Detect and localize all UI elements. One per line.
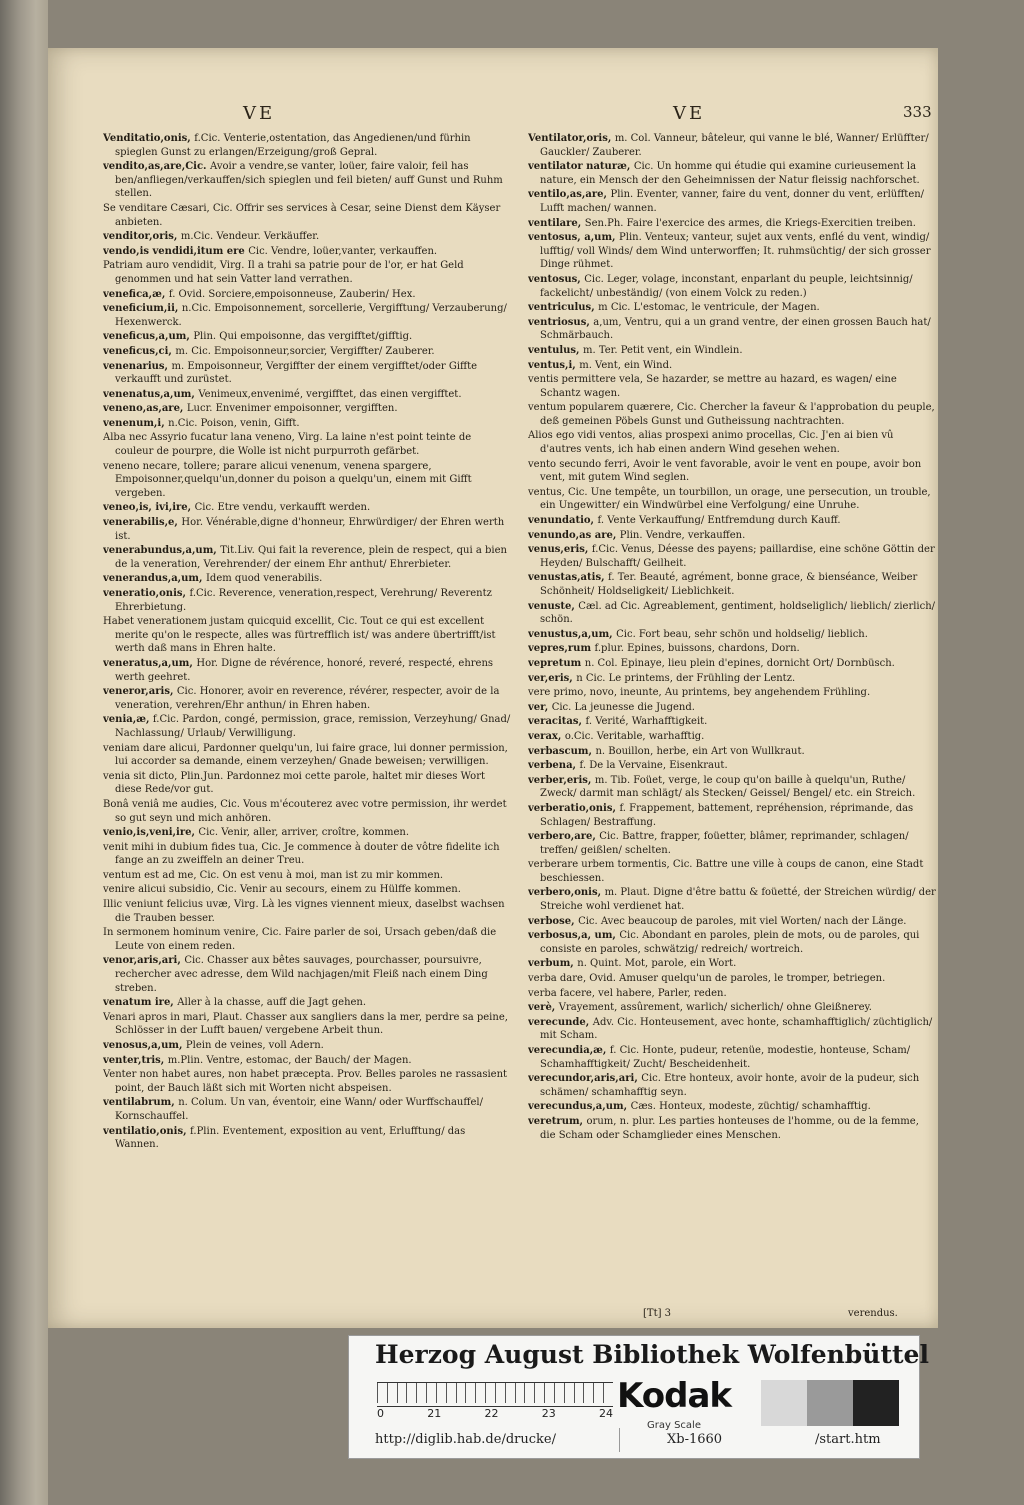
dictionary-entry [528, 745, 936, 759]
dictionary-entry [103, 869, 511, 883]
dictionary-entry [528, 188, 936, 215]
entry-definition: n Cic. Le printems, der Frühling der Lentz. [576, 672, 796, 684]
dictionary-entry [528, 972, 936, 986]
entry-definition: f. De la Vervaine, Eisenkraut. [579, 760, 728, 772]
entry-definition: ventum popularem quærere, Cic. Chercher la faveur & l'approbation du peuple, deß gemeinen Pöbels Gunst und Gutheissung nachtrachten. [528, 402, 935, 427]
entry-headword: verè, [528, 1002, 559, 1014]
ruler-number: 24 [599, 1407, 613, 1420]
dictionary-entry [103, 657, 511, 684]
ruler-number: 0 [377, 1407, 384, 1420]
entry-headword: ventosus, [528, 273, 585, 285]
page-number: 333 [903, 103, 932, 121]
ruler-ticks [377, 1382, 613, 1403]
entry-headword: veneficus,a,um, [103, 331, 194, 343]
entry-headword: venor,aris,ari, [103, 955, 185, 967]
entry-definition: f.plur. Epines, buissons, chardons, Dorn. [594, 643, 800, 655]
signature-mark: [Tt] 3 [643, 1308, 672, 1319]
dictionary-entry [528, 1001, 936, 1015]
entry-definition: Cic. Battre, frapper, foüetter, blâmer, reprimander, schlagen/ treffen/ geißlen/ schelten. [540, 831, 909, 856]
dictionary-entry [103, 898, 511, 925]
entry-headword: veretrum, [528, 1115, 587, 1127]
entry-headword: venenarius, [103, 360, 172, 372]
entry-headword: verecundia,æ, [528, 1045, 610, 1056]
dictionary-entry [103, 501, 511, 515]
gray-scale-label: Gray Scale [647, 1420, 701, 1431]
entry-definition: m. Plaut. Digne d'être battu & foüetté, der Streichen würdig/ der Streiche wohl verdienet hat. [540, 887, 936, 913]
entry-headword: verecundor,aris,ari, [528, 1073, 642, 1085]
url-suffix: /start.htm [815, 1432, 881, 1447]
dictionary-entry [103, 388, 511, 402]
entry-definition: Habet venerationem justam quicquid excellit, Cic. Tout ce qui est excellent merite qu'on le respecte, alles was fürtrefflich ist/ was andere übertrifft/ist werth daß mans in Ehren halte. [103, 616, 496, 655]
entry-headword: venditor,oris, [103, 231, 181, 243]
entry-definition: Cic. Vendre, loüer,vanter, verkauffen. [248, 245, 438, 257]
dictionary-entry [528, 359, 936, 373]
gray-scale-swatches [761, 1380, 899, 1426]
entry-headword: veneficus,ci, [103, 345, 176, 357]
entry-definition: vere primo, novo, ineunte, Au printems, bey angehendem Frühling. [528, 687, 871, 699]
entry-headword: veneficium,ii, [103, 303, 182, 315]
book-page [48, 48, 938, 1328]
dictionary-entry [528, 759, 936, 773]
entry-definition: f. Frappement, battement, repréhension, réprimande, das Schlagen/ Bestraffung. [540, 802, 914, 828]
entry-definition: Plin. Qui empoisonne, das vergifftet/gifftig. [193, 331, 413, 343]
dictionary-entry [528, 543, 936, 570]
entry-definition: n. Col. Epinaye, lieu plein d'epines, dornicht Ort/ Dornbüsch. [584, 657, 895, 669]
entry-definition: verberare urbem tormentis, Cic. Battre une ville à coups de canon, eine Stadt beschiessen. [528, 859, 924, 884]
entry-headword: veneratus,a,um, [103, 657, 197, 669]
gray-swatch [807, 1380, 853, 1426]
entry-definition: Cic. Un homme qui étudie qui examine curieusement la nature, ein Mensch der den Geheimnissen der Natur fleissig nachforschet. [540, 161, 920, 186]
dictionary-entry [528, 915, 936, 929]
entry-definition: a,um, Ventru, qui a un grand ventre, der einen grossen Bauch hat/ Schmärbauch. [540, 316, 931, 342]
entry-definition: Sen.Ph. Faire l'exercice des armes, die Kriegs-Exercitien treiben. [584, 217, 916, 229]
entry-definition: Venter non habet aures, non habet præcepta. Prov. Belles paroles ne rassasient point, der Bauch läßt sich mit Worten nicht abspeisen. [103, 1069, 508, 1094]
entry-definition: ventis permittere vela, Se hazarder, se mettre au hazard, es wagen/ eine Schantz wagen. [528, 374, 897, 399]
entry-headword: verbum, [528, 958, 578, 970]
dictionary-entry [528, 929, 936, 956]
entry-headword: ver,eris, [528, 672, 577, 684]
entry-definition: m. Tib. Foüet, verge, le coup qu'on baille à quelqu'un, Ruthe/ Zweck/ darmit man schlägt/ als Stecken/ Geissel/ Bengel/ etc. ein Streich. [540, 774, 916, 800]
dictionary-entry [528, 301, 936, 315]
dictionary-entry [103, 954, 511, 995]
dictionary-entry [528, 273, 936, 300]
dictionary-entry [103, 230, 511, 244]
entry-definition: Vrayement, assûrement, warlich/ sicherlich/ ohne Gleißnerey. [558, 1002, 872, 1014]
entry-definition: orum, n. plur. Les parties honteuses de l'homme, ou de la femme, die Scham oder Schamglieder eines Menschen. [540, 1115, 919, 1141]
dictionary-entry [103, 345, 511, 359]
entry-definition: f. Ovid. Sorciere,empoisonneuse, Zauberin/ Hex. [168, 288, 416, 300]
entry-definition: Avoir a vendre,se vanter, loüer, faire valoir, feil has ben/anfliegen/verkauffen/sich spieglen und feil bieten/ auff Gunst und Ruhm stellen. [115, 161, 503, 200]
dictionary-entry [103, 288, 511, 302]
dictionary-entry [528, 373, 936, 400]
dictionary-entry [528, 486, 936, 513]
ruler-number: 21 [427, 1407, 442, 1420]
entry-definition: Adv. Cic. Honteusement, avec honte, schamhafftiglich/ züchtiglich/ mit Scham. [540, 1016, 933, 1042]
ruler-number: 22 [484, 1407, 499, 1420]
dictionary-entry [103, 798, 511, 825]
entry-headword: venustas,atis, [528, 572, 609, 584]
entry-headword: verecunde, [528, 1016, 593, 1028]
entry-definition: Cæs. Honteux, modeste, züchtig/ schamhafftig. [630, 1101, 871, 1113]
dictionary-entry [103, 1054, 511, 1068]
entry-definition: veniam dare alicui, Pardonner quelqu'un, lui faire grace, lui donner permission, lui accorder sa demande, einem verzeyhen/ Gnade beweisen; verwilligen. [103, 742, 508, 768]
dictionary-entry [103, 1096, 511, 1123]
entry-headword: vendo,is vendidi,itum ere [103, 245, 249, 257]
dictionary-entry [528, 1044, 936, 1071]
dictionary-entry [103, 1039, 511, 1053]
entry-headword: venus,eris, [528, 544, 592, 556]
dictionary-entry [528, 132, 936, 159]
running-header-left: VE [243, 103, 276, 124]
entry-headword: venatum ire, [103, 997, 178, 1009]
entry-headword: verbose, [528, 915, 579, 927]
dictionary-entry [528, 987, 936, 1001]
entry-definition: verba facere, vel habere, Parler, reden. [528, 987, 727, 999]
dictionary-entry [103, 330, 511, 344]
entry-headword: verbosus,a, um, [528, 930, 620, 942]
catchword: verendus. [848, 1308, 898, 1319]
library-url: http://diglib.hab.de/drucke/ [375, 1432, 556, 1447]
entry-definition: venit mihi in dubium fides tua, Cic. Je commence à douter de vôtre fidelite ich fange an zu zweiffeln an deiner Treu. [103, 841, 500, 867]
dictionary-entry [528, 802, 936, 829]
entry-headword: venundo,as are, [528, 529, 620, 541]
book-binding-edge [0, 0, 48, 1505]
dictionary-entry [103, 202, 511, 229]
dictionary-entry [528, 571, 936, 598]
dictionary-entry [103, 431, 511, 458]
dictionary-entry [528, 957, 936, 971]
entry-headword: vepres,rum [528, 643, 595, 655]
entry-definition: n. Quint. Mot, parole, ein Wort. [577, 958, 737, 970]
entry-definition: veneno necare, tollere; parare alicui venenum, venena spargere, Empoisonner,quelqu'un,donner du poison a quelqu'un, einem mit Gifft vergeben. [103, 460, 472, 499]
dictionary-entry [103, 402, 511, 416]
dictionary-entry [528, 231, 936, 272]
dictionary-entry [528, 401, 936, 428]
entry-definition: n.Cic. Poison, venin, Gifft. [168, 417, 300, 429]
entry-definition: Plin. Venteux; vanteur, sujet aux vents, enflé du vent, windig/ lufftig/ voll Winds/ dem Wind unterworffen; It. ruhmsüchtig/ der sich grosser Dinge rühmet. [540, 232, 931, 271]
dictionary-entry [528, 701, 936, 715]
dictionary-entry [103, 826, 511, 840]
entry-definition: Alba nec Assyrio fucatur lana veneno, Virg. La laine n'est point teinte de couleur de pourpre, die Wolle ist nicht purpurroth gefärbet. [103, 432, 472, 458]
entry-definition: Idem quod venerabilis. [205, 573, 323, 585]
entry-headword: Ventilator,oris, [528, 133, 615, 144]
entry-headword: ventulus, [528, 344, 583, 356]
dictionary-entry [528, 886, 936, 913]
entry-definition: verba dare, Ovid. Amuser quelqu'un de paroles, le tromper, betriegen. [528, 973, 886, 985]
entry-headword: veneratio,onis, [103, 588, 190, 599]
entry-definition: f.Cic. Pardon, congé, permission, grace, remission, Verzeyhung/ Gnad/ Nachlassung/ Urlaub/ Verwilligung. [115, 714, 511, 739]
dictionary-entry [103, 841, 511, 868]
entry-definition: m. Empoisonneur, Vergiffter der einem vergifftet/oder Giffte verkaufft und zurüstet. [115, 360, 478, 386]
entry-definition: m. Col. Vanneur, bâteleur, qui vanne le blé, Wanner/ Erlüffter/ Gauckler/ Zauberer. [540, 133, 929, 158]
dictionary-entry [528, 686, 936, 700]
entry-definition: f. Cic. Honte, pudeur, retenüe, modestie, honteuse, Scham/ Schamhafftigkeit/ Zucht/ Bescheidenheit. [540, 1045, 911, 1070]
dictionary-entry [103, 245, 511, 259]
entry-definition: Venari apros in mari, Plaut. Chasser aux sangliers dans la mer, perdre sa peine, Schlösser in der Lufft bauen/ vergebene Arbeit thun. [103, 1011, 508, 1037]
gray-swatch [853, 1380, 899, 1426]
entry-definition: Cic. Venir, aller, arriver, croître, kommen. [198, 827, 410, 839]
dictionary-entry [103, 926, 511, 953]
dictionary-entry [103, 516, 511, 543]
entry-definition: Cic. Etre vendu, verkaufft werden. [194, 502, 371, 514]
dictionary-entry [103, 302, 511, 329]
dictionary-entry [103, 770, 511, 797]
dictionary-column-left [103, 132, 511, 1312]
entry-definition: Hor. Digne de révérence, honoré, reveré, respecté, ehrens werth geehret. [115, 657, 494, 683]
entry-definition: venia sit dicto, Plin.Jun. Pardonnez moi cette parole, haltet mir dieses Wort diese Rede/vor gut. [103, 770, 485, 796]
dictionary-entry [103, 685, 511, 712]
dictionary-entry [528, 858, 936, 885]
entry-headword: veneo,is, ivi,ire, [103, 502, 195, 514]
dictionary-entry [528, 600, 936, 627]
entry-headword: veneror,aris, [103, 686, 177, 698]
dictionary-entry [528, 160, 936, 187]
dictionary-entry [103, 883, 511, 897]
entry-definition: f. Verité, Warhafftigkeit. [585, 716, 708, 728]
dictionary-entry [103, 1068, 511, 1095]
entry-definition: vento secundo ferri, Avoir le vent favorable, avoir le vent en poupe, avoir bon vent, mit gutem Wind seglen. [528, 458, 922, 484]
dictionary-entry [528, 657, 936, 671]
entry-headword: veneno,as,are, [103, 403, 187, 415]
entry-definition: o.Cic. Veritable, warhafftig. [564, 730, 705, 742]
dictionary-entry [528, 429, 936, 456]
entry-definition: Lucr. Envenimer empoisonner, vergifften. [186, 403, 398, 415]
entry-definition: m. Ter. Petit vent, ein Windlein. [583, 344, 743, 356]
dictionary-entry [103, 160, 511, 201]
dictionary-entry [528, 529, 936, 543]
dictionary-entry [528, 1100, 936, 1114]
dictionary-entry [103, 259, 511, 286]
dictionary-entry [528, 1016, 936, 1043]
entry-headword: venustus,a,um, [528, 628, 617, 640]
entry-definition: f.Cic. Venus, Déesse des payens; paillardise, eine schöne Göttin der Heyden/ Bulschafft/ Geilheit. [540, 544, 935, 569]
entry-headword: verberatio,onis, [528, 802, 620, 814]
entry-definition: Plin. Vendre, verkauffen. [619, 529, 746, 541]
dictionary-entry [103, 996, 511, 1010]
dictionary-entry [103, 1011, 511, 1038]
dictionary-entry [528, 344, 936, 358]
entry-definition: Se venditare Cæsari, Cic. Offrir ses services à Cesar, seine Dienst dem Käyser anbieten. [103, 202, 501, 228]
entry-definition: f.Plin. Eventement, exposition au vent, Erlufftung/ das Wannen. [115, 1125, 466, 1151]
entry-headword: venio,is,veni,ire, [103, 827, 199, 839]
entry-headword: verbascum, [528, 745, 596, 757]
dictionary-column-right [528, 132, 936, 1312]
archive-reference-card [348, 1335, 929, 1459]
entry-definition: m Cic. L'estomac, le ventricule, der Magen. [598, 302, 820, 314]
entry-headword: verber,eris, [528, 774, 595, 786]
entry-definition: Cic. Abondant en paroles, plein de mots, ou de paroles, qui consiste en paroles, schwätzig/ redreich/ wortreich. [540, 930, 920, 955]
entry-headword: veracitas, [528, 716, 586, 728]
entry-definition: Venimeux,envenimé, vergifftet, das einen vergifftet. [198, 388, 462, 400]
entry-headword: ventilo,as,are, [528, 189, 611, 201]
ruler-number: 23 [541, 1407, 556, 1420]
entry-headword: venenum,i, [103, 417, 169, 429]
entry-definition: Alios ego vidi ventos, alias prospexi animo procellas, Cic. J'en ai bien vû d'autres vents, ich hab einen andern Wind gesehen wehen. [528, 430, 894, 456]
entry-headword: ventilabrum, [103, 1097, 179, 1109]
entry-headword: venundatio, [528, 515, 598, 527]
dictionary-entry [103, 360, 511, 387]
dictionary-entry [103, 132, 511, 159]
entry-definition: Cic. Honorer, avoir en reverence, révérer, respecter, avoir de la veneration, verehren/Ehr anthun/ in Ehren haben. [115, 686, 500, 711]
gray-swatch [761, 1380, 807, 1426]
entry-definition: In sermonem hominum venire, Cic. Faire parler de soi, Ursach geben/daß die Leute von einem reden. [103, 927, 497, 952]
dictionary-entry [103, 572, 511, 586]
entry-headword: ventus,i, [528, 359, 580, 371]
entry-definition: n. Bouillon, herbe, ein Art von Wullkraut. [595, 745, 805, 757]
dictionary-entry [528, 217, 936, 231]
entry-headword: ventriculus, [528, 302, 599, 314]
library-title: Herzog August Bibliothek Wolfenbüttel [375, 1340, 929, 1369]
entry-headword: venosus,a,um, [103, 1040, 186, 1051]
entry-definition: Hor. Vénérable,digne d'honneur, Ehrwürdiger/ der Ehren werth ist. [115, 517, 505, 542]
dictionary-entry [528, 774, 936, 801]
dictionary-entry [528, 830, 936, 857]
entry-definition: ventus, Cic. Une tempête, un tourbillon, un orage, une persecution, un trouble, ein Ungewitter/ ein Windwürbel eine Verfolgung/ eine Unruhe. [528, 486, 931, 512]
entry-definition: ventum est ad me, Cic. On est venu à moi, man ist zu mir kommen. [103, 869, 444, 881]
entry-definition: Patriam auro vendidit, Virg. Il a trahi sa patrie pour de l'or, er hat Geld genommen und hat sein Vatter land verrathen. [103, 260, 464, 285]
entry-definition: Cic. Leger, volage, inconstant, enparlant du peuple, leichtsinnig/ fackelicht/ unbeständig/ (von einem Volck zu reden.) [540, 273, 913, 299]
entry-headword: ventilare, [528, 217, 585, 229]
entry-definition: m. Vent, ein Wind. [579, 359, 673, 371]
entry-definition: f.Cic. Reverence, veneration,respect, Verehrung/ Reverentz Ehrerbietung. [115, 588, 492, 613]
dictionary-entry [528, 642, 936, 656]
dictionary-entry [528, 672, 936, 686]
entry-headword: ver, [528, 701, 552, 713]
entry-headword: ventriosus, [528, 316, 594, 328]
entry-headword: verbena, [528, 760, 580, 772]
entry-headword: verbero,onis, [528, 887, 605, 899]
running-header-right: VE [673, 103, 706, 124]
dictionary-entry [528, 715, 936, 729]
dictionary-entry [528, 1072, 936, 1099]
dictionary-entry [528, 628, 936, 642]
entry-headword: verecundus,a,um, [528, 1101, 631, 1113]
ruler-numbers [377, 1407, 613, 1420]
entry-definition: Cæl. ad Cic. Agreablement, gentiment, holdseliglich/ lieblich/ zierlich/ schön. [540, 600, 936, 626]
entry-definition: m. Cic. Empoisonneur,sorcier, Vergiffter/ Zauberer. [175, 345, 435, 357]
entry-definition: Aller à la chasse, auff die Jagt gehen. [177, 997, 367, 1009]
entry-definition: Cic. Etre honteux, avoir honte, avoir de la pudeur, sich schämen/ schamhafftig seyn. [540, 1073, 920, 1098]
dictionary-entry [103, 544, 511, 571]
entry-definition: Illic veniunt felicius uvæ, Virg. Là les vignes viennent mieux, daselbst wachsen die Trauben besser. [103, 899, 505, 924]
entry-headword: vendito,as,are,Cic. [103, 161, 210, 173]
entry-headword: venerandus,a,um, [103, 573, 206, 585]
entry-definition: f. Vente Verkauffung/ Entfremdung durch Kauff. [597, 515, 841, 527]
entry-headword: venuste, [528, 600, 579, 612]
entry-definition: f. Ter. Beauté, agrément, bonne grace, & bienséance, Weiber Schönheit/ Holdseligkeit/ Lieblichkeit. [540, 572, 918, 597]
entry-definition: m.Plin. Ventre, estomac, der Bauch/ der Magen. [167, 1054, 412, 1066]
dictionary-entry [528, 1115, 936, 1142]
dictionary-entry [103, 460, 511, 501]
entry-definition: Plin. Eventer, vanner, faire du vent, donner du vent, erlüfften/ Lufft machen/ wannen. [540, 189, 925, 214]
entry-headword: venter,tris, [103, 1054, 168, 1066]
entry-definition: n.Cic. Empoisonnement, sorcellerie, Vergifftung/ Verzauberung/ Hexenwerck. [115, 303, 507, 328]
entry-headword: venia,æ, [103, 714, 153, 726]
entry-headword: venefica,æ, [103, 288, 169, 300]
dictionary-entry [103, 615, 511, 656]
entry-definition: Cic. Fort beau, sehr schön und holdselig/ lieblich. [616, 628, 868, 640]
entry-headword: venerabundus,a,um, [103, 545, 221, 557]
entry-headword: Venditatio,onis, [103, 133, 195, 144]
entry-definition: Tit.Liv. Qui fait la reverence, plein de respect, qui a bien de la veneration, Verehrender/ der einem Ehr anthut/ Ehrerbieter. [115, 545, 507, 570]
dictionary-entry [103, 417, 511, 431]
entry-definition: m.Cic. Vendeur. Verkäuffer. [180, 231, 320, 243]
dictionary-entry [103, 1125, 511, 1152]
entry-definition: Cic. La jeunesse die Jugend. [551, 701, 695, 713]
measurement-ruler [377, 1382, 613, 1422]
entry-headword: ventilator naturæ, [528, 161, 634, 173]
dictionary-entry [103, 742, 511, 769]
dictionary-entry [528, 730, 936, 744]
entry-headword: vepretum [528, 657, 585, 669]
dictionary-entry [528, 514, 936, 528]
dictionary-entry [528, 458, 936, 485]
entry-definition: Cic. Chasser aux bêtes sauvages, pourchasser, poursuivre, rechercher avec adresse, dem Wild nachjagen/mit Fleiß nach einem Ding streben. [115, 955, 488, 994]
dictionary-entry [103, 713, 511, 740]
shelfmark: Xb-1660 [667, 1432, 723, 1447]
entry-definition: f.Cic. Venterie,ostentation, das Angedienen/und fürhin spieglen Gunst zu erlangen/Erzeigung/groß Gepral. [115, 133, 471, 158]
entry-headword: verax, [528, 730, 565, 742]
entry-headword: verbero,are, [528, 831, 600, 843]
dictionary-entry [528, 316, 936, 343]
kodak-logo: Kodak [617, 1376, 731, 1416]
entry-definition: venire alicui subsidio, Cic. Venir au secours, einem zu Hülffe kommen. [103, 884, 461, 896]
entry-headword: venerabilis,e, [103, 517, 182, 529]
entry-definition: Cic. Avec beaucoup de paroles, mit viel Worten/ nach der Länge. [578, 915, 907, 927]
entry-headword: ventilatio,onis, [103, 1125, 191, 1137]
entry-headword: ventosus, a,um, [528, 232, 620, 244]
dictionary-entry [103, 587, 511, 614]
entry-definition: Bonâ veniâ me audies, Cic. Vous m'écouterez avec votre permission, ihr werdet so gut seyn und mich anhören. [103, 798, 507, 824]
entry-definition: n. Colum. Un van, éventoir, eine Wann/ oder Wurffschauffel/ Kornschauffel. [115, 1097, 483, 1122]
entry-definition: Plein de veines, voll Adern. [185, 1040, 324, 1051]
entry-headword: venenatus,a,um, [103, 388, 199, 400]
